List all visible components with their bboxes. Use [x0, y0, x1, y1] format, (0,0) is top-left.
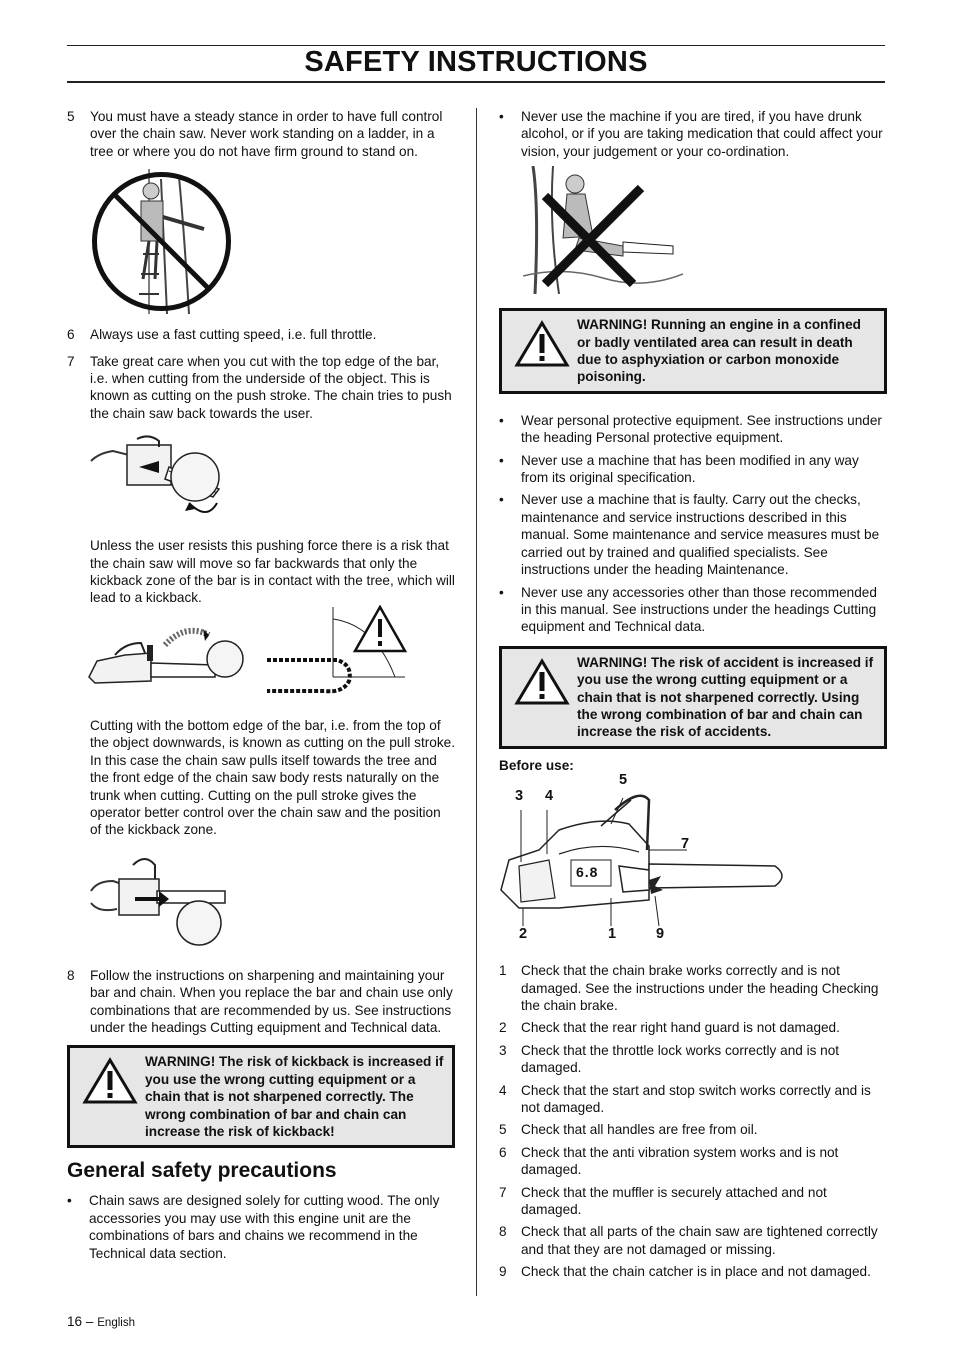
bullet-text: Never use a machine that is faulty. Carry out the checks, maintenance and service instructions described in this manual. Some maintenance and service measures must be carried out by trained and qualified specialists. See instructions under the heading Maintenance. — [521, 492, 880, 578]
item-number: 3 — [499, 1042, 507, 1058]
list-item — [67, 353, 455, 423]
list-item — [499, 962, 887, 1014]
list-item — [499, 1121, 887, 1138]
list-item — [67, 108, 455, 160]
item-text: Always use a fast cutting speed, i.e. full throttle. — [90, 327, 377, 343]
item-number: 1 — [499, 963, 507, 979]
diagram-label-2: 2 — [519, 926, 528, 943]
footer-dash: – — [85, 1314, 94, 1329]
bullet-item — [499, 584, 887, 636]
list-item — [499, 1144, 887, 1179]
tired-operator-prohibition-illustration — [523, 166, 887, 294]
bullet-marker: • — [67, 1193, 72, 1209]
bullet-text: Chain saws are designed solely for cutting wood. The only accessories you may use with this engine unit are the combinations of bars and chains we recommend in the Technical data section. — [89, 1193, 440, 1261]
item-text: Check that the rear right hand guard is not damaged. — [521, 1020, 840, 1036]
header-rule-bottom — [67, 81, 885, 83]
list-item — [499, 1223, 887, 1258]
item-number: 7 — [499, 1184, 507, 1200]
pull-stroke-illustration — [89, 851, 455, 951]
list-item — [67, 967, 455, 1037]
item-number: 7 — [67, 353, 75, 369]
item-text: Check that the anti vibration system works and is not damaged. — [521, 1144, 839, 1178]
warning-triangle-icon — [507, 316, 577, 386]
item-text: Check that the throttle lock works correctly and is not damaged. — [521, 1042, 840, 1076]
item-text: You must have a steady stance in order to have full control over the chain saw. Never work standing on a ladder, in a tree or where you do not have firm ground to stand on. — [90, 109, 443, 159]
diagram-label-9: 9 — [656, 926, 665, 943]
list-item — [499, 1184, 887, 1219]
page-number: 16 — [67, 1314, 83, 1329]
before-use-heading: Before use: — [499, 757, 574, 773]
item-number: 4 — [499, 1082, 507, 1098]
item-number: 6 — [499, 1144, 507, 1160]
item-text: Check that all handles are free from oil. — [521, 1122, 758, 1138]
footer-language: English — [97, 1317, 135, 1329]
diagram-label-3: 3 — [515, 788, 524, 805]
page-footer — [67, 1313, 135, 1332]
item-number: 8 — [67, 967, 75, 983]
item-number: 9 — [499, 1264, 507, 1280]
ladder-prohibition-illustration — [89, 169, 455, 314]
diagram-label-5: 5 — [619, 772, 628, 789]
bullet-item — [67, 1192, 455, 1262]
warning-box-accident — [499, 646, 887, 749]
item-number: 6 — [67, 327, 75, 343]
push-stroke-illustration — [89, 431, 455, 523]
item-text: Check that the start and stop switch works correctly and is not damaged. — [521, 1082, 871, 1115]
paragraph: Unless the user resists this pushing force there is a risk that the chain saw will move so far backwards that only the kickback zone of the bar is in contact with the tree, which will lead to a kickback. — [90, 538, 455, 606]
bullet-item — [499, 452, 887, 487]
bullet-marker: • — [499, 492, 504, 508]
bullet-marker: • — [499, 412, 504, 428]
bullet-item — [499, 491, 887, 578]
kickback-zone-illustrations — [85, 619, 455, 697]
bullet-text: Never use a machine that has been modified in any way from its original specification. — [521, 452, 859, 486]
warning-box-engine — [499, 308, 887, 394]
diagram-label-1: 1 — [608, 926, 617, 943]
bullet-marker: • — [499, 452, 504, 468]
list-item — [499, 1082, 887, 1117]
list-item — [499, 1263, 887, 1280]
item-number: 2 — [499, 1020, 507, 1036]
column-divider — [476, 108, 477, 1296]
item-number: 5 — [499, 1122, 507, 1138]
right-column — [499, 108, 887, 1286]
warning-text: WARNING! Running an engine in a confined or badly ventilated area can result in death due to asphyxiation or carbon monoxide poisoning. — [577, 317, 861, 385]
paragraph: Cutting with the bottom edge of the bar, i.e. from the top of the object downwards, is known as cutting on the pull stroke. In this case the chain saw pulls itself towards the tree and the front edge of the chain saw body rests naturally on the trunk when cutting. Cutting on the pull stroke gives the operator better control over the chain saw and the position of the kickback zone. — [90, 717, 455, 838]
item-text: Take great care when you cut with the top edge of the bar, i.e. when cutting from the underside of the object. This is known as cutting on the push stroke. The chain tries to push the chain saw back towards the user. — [90, 353, 452, 421]
bullet-marker: • — [499, 584, 504, 600]
item-text: Check that the chain brake works correctly and is not damaged. See the instructions under the heading Checking the chain brake. — [521, 963, 879, 1013]
warning-triangle-icon — [75, 1053, 145, 1140]
page-title: SAFETY INSTRUCTIONS — [304, 46, 648, 78]
bullet-marker: • — [499, 109, 504, 124]
item-number: 5 — [67, 109, 75, 124]
warning-box-kickback — [67, 1045, 455, 1148]
left-column — [67, 108, 455, 1267]
saw-kickback-illustration — [85, 619, 245, 689]
bullet-item — [499, 108, 887, 160]
bullet-item — [499, 412, 887, 447]
checklist — [499, 962, 887, 1281]
kickback-angle-illustration — [265, 605, 415, 697]
warning-triangle-icon — [507, 654, 577, 741]
list-item — [499, 1019, 887, 1036]
diagram-badge: 6.8 — [576, 864, 599, 881]
bullet-text: Wear personal protective equipment. See instructions under the heading Personal protective equipment. — [521, 412, 882, 446]
chainsaw-parts-diagram — [499, 772, 887, 956]
warning-text: WARNING! The risk of accident is increased if you use the wrong cutting equipment or a chain that is not sharpened correctly. Using the wrong combination of bar and chain can increase the risk of accidents. — [577, 654, 874, 740]
bullet-text: Never use the machine if you are tired, if you have drunk alcohol, or if you are taking medication that could affect your vision, your judgement or your co-ordination. — [521, 109, 883, 159]
diagram-label-4: 4 — [545, 788, 554, 805]
item-text: Check that the muffler is securely attached and not damaged. — [521, 1184, 827, 1218]
bullet-text: Never use any accessories other than those recommended in this manual. See instructions under the headings Cutting equipment and Technical data. — [521, 584, 877, 635]
item-number: 8 — [499, 1224, 507, 1240]
diagram-label-7: 7 — [681, 836, 690, 853]
item-text: Check that the chain catcher is in place and not damaged. — [521, 1264, 871, 1280]
section-title: General safety precautions — [67, 1159, 337, 1183]
item-text: Follow the instructions on sharpening and maintaining your bar and chain. When you replace the bar and chain use only combinations that are recommended by us. See instructions under the headings Cutting equipment and Technical data. — [90, 967, 453, 1035]
warning-text: WARNING! The risk of kickback is increased if you use the wrong cutting equipment or a chain that is not sharpened correctly. The wrong combination of bar and chain can increase the risk of kickback! — [145, 1054, 444, 1139]
list-item — [499, 1042, 887, 1077]
item-text: Check that all parts of the chain saw are tightened correctly and that they are not damaged or missing. — [521, 1224, 878, 1257]
list-item — [67, 326, 455, 343]
